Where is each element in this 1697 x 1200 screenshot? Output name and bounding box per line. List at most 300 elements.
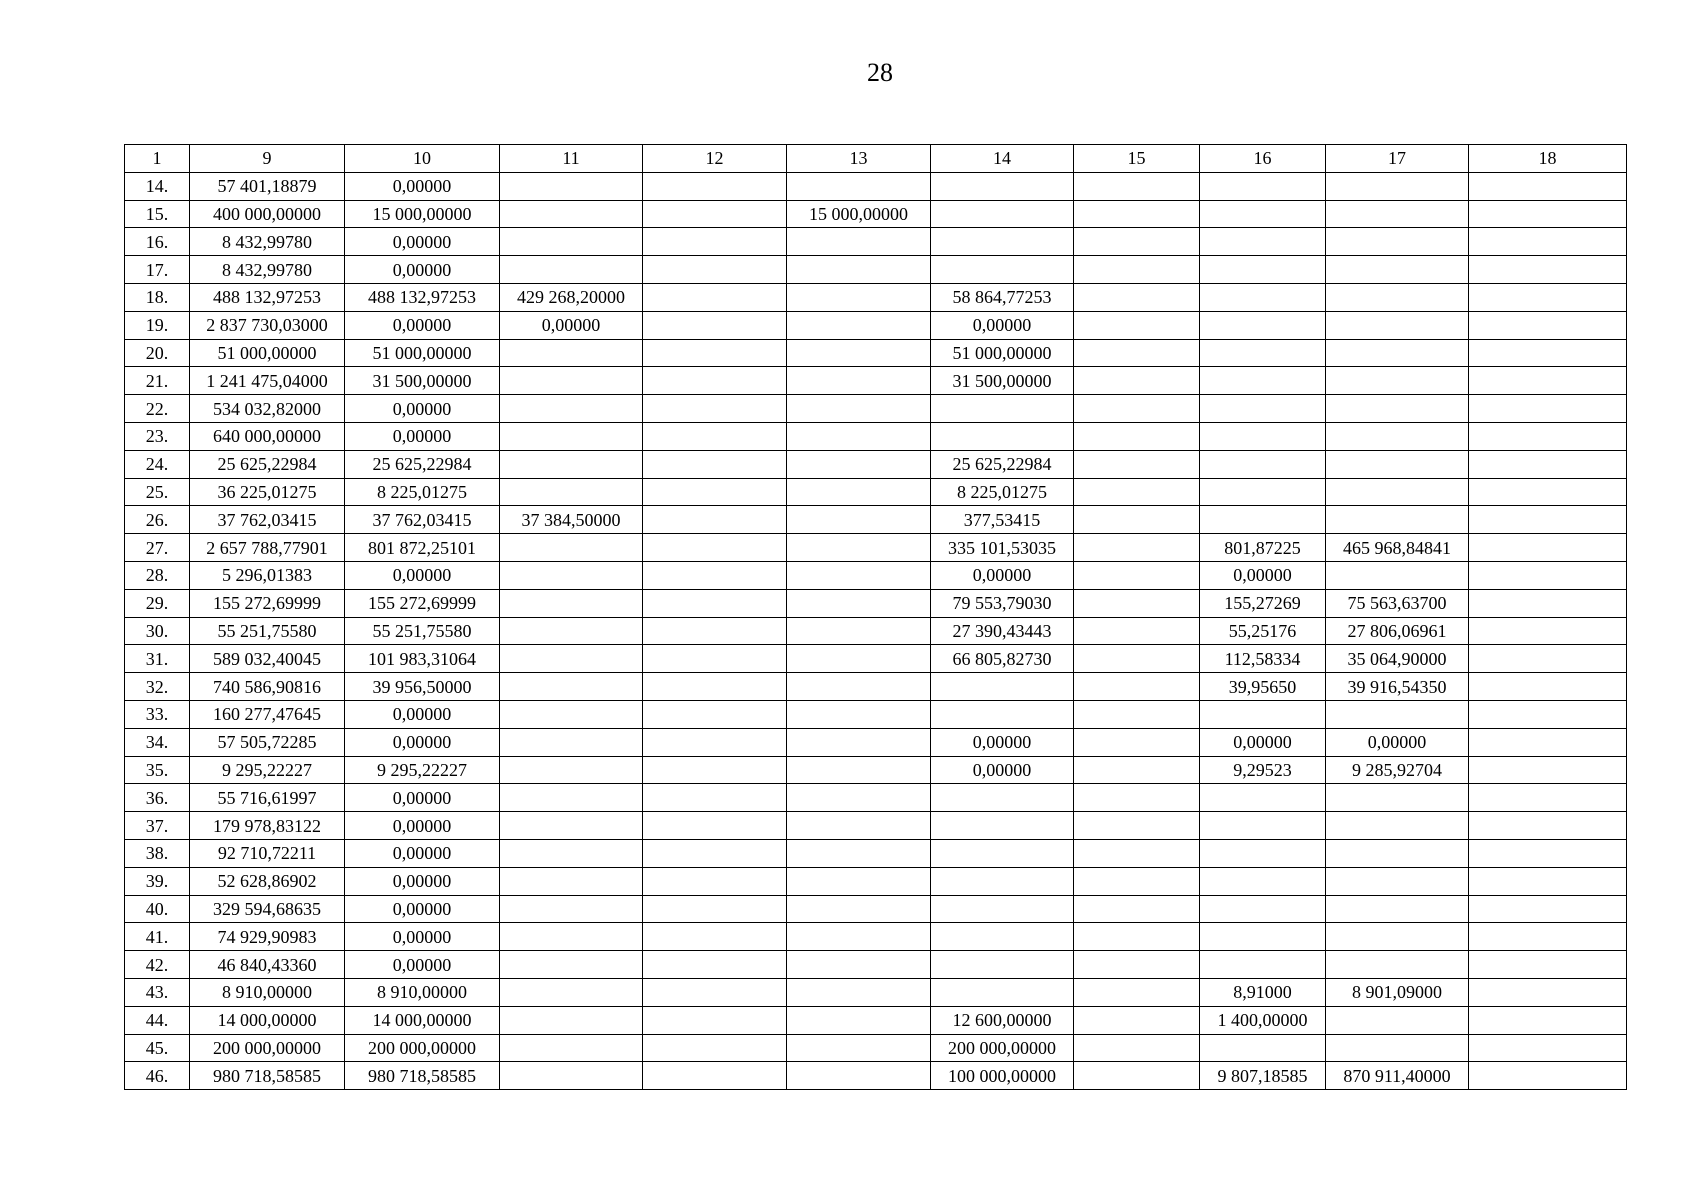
- table-cell: [1200, 784, 1326, 812]
- table-row: [125, 978, 1627, 1006]
- table-cell: [1074, 256, 1200, 284]
- row-number-cell: 21.: [125, 367, 190, 395]
- table-cell: [1074, 673, 1200, 701]
- column-header: 15: [1074, 145, 1200, 173]
- row-number-cell: 28.: [125, 561, 190, 589]
- table-cell: [787, 422, 931, 450]
- table-row: [125, 256, 1627, 284]
- table-cell: 8 910,00000: [345, 978, 500, 1006]
- table-cell: [787, 534, 931, 562]
- table-cell: [1074, 228, 1200, 256]
- table-cell: [643, 784, 787, 812]
- row-number-cell: 17.: [125, 256, 190, 284]
- row-number-cell: 46.: [125, 1062, 190, 1090]
- column-header: 16: [1200, 145, 1326, 173]
- table-cell: [931, 895, 1074, 923]
- table-cell: [1469, 534, 1627, 562]
- row-number-cell: 19.: [125, 311, 190, 339]
- table-cell: [643, 228, 787, 256]
- table-cell: [787, 700, 931, 728]
- table-cell: 15 000,00000: [345, 200, 500, 228]
- table-cell: [1469, 450, 1627, 478]
- row-number-cell: 29.: [125, 589, 190, 617]
- table-cell: [1200, 172, 1326, 200]
- table-cell: 37 762,03415: [190, 506, 345, 534]
- table-cell: [643, 673, 787, 701]
- table-row: [125, 395, 1627, 423]
- table-cell: [787, 478, 931, 506]
- row-number-cell: 23.: [125, 422, 190, 450]
- table-cell: [1200, 450, 1326, 478]
- table-cell: 37 762,03415: [345, 506, 500, 534]
- table-row: [125, 617, 1627, 645]
- table-cell: 200 000,00000: [931, 1034, 1074, 1062]
- table-cell: [1074, 867, 1200, 895]
- table-cell: [787, 812, 931, 840]
- table-cell: [1200, 1034, 1326, 1062]
- table-cell: [787, 589, 931, 617]
- table-cell: 5 296,01383: [190, 561, 345, 589]
- table-cell: [1469, 617, 1627, 645]
- table-cell: [787, 839, 931, 867]
- table-cell: 1 241 475,04000: [190, 367, 345, 395]
- table-cell: 31 500,00000: [931, 367, 1074, 395]
- table-row: [125, 645, 1627, 673]
- row-number-cell: 42.: [125, 951, 190, 979]
- table-cell: 0,00000: [345, 422, 500, 450]
- table-cell: [643, 589, 787, 617]
- table-cell: [1200, 506, 1326, 534]
- table-cell: 429 268,20000: [500, 283, 643, 311]
- table-row: [125, 1034, 1627, 1062]
- table-cell: 0,00000: [500, 311, 643, 339]
- table-cell: [500, 895, 643, 923]
- table-cell: [1200, 395, 1326, 423]
- table-cell: [1074, 367, 1200, 395]
- table-cell: 801 872,25101: [345, 534, 500, 562]
- table-cell: 9 285,92704: [1326, 756, 1469, 784]
- table-row: [125, 422, 1627, 450]
- table-cell: [787, 1006, 931, 1034]
- table-cell: 8 901,09000: [1326, 978, 1469, 1006]
- table-cell: [931, 951, 1074, 979]
- row-number-cell: 39.: [125, 867, 190, 895]
- table-cell: [1326, 1006, 1469, 1034]
- table-cell: 335 101,53035: [931, 534, 1074, 562]
- table-cell: [1469, 172, 1627, 200]
- table-row: [125, 589, 1627, 617]
- table-cell: [643, 367, 787, 395]
- table-cell: [1469, 756, 1627, 784]
- table-cell: [1326, 784, 1469, 812]
- table-cell: [931, 256, 1074, 284]
- table-cell: 51 000,00000: [345, 339, 500, 367]
- table-cell: [787, 506, 931, 534]
- table-cell: [1200, 367, 1326, 395]
- table-cell: 589 032,40045: [190, 645, 345, 673]
- table-cell: [1469, 395, 1627, 423]
- table-cell: 0,00000: [345, 700, 500, 728]
- row-number-cell: 24.: [125, 450, 190, 478]
- table-cell: [787, 367, 931, 395]
- table-cell: 640 000,00000: [190, 422, 345, 450]
- table-cell: [1074, 561, 1200, 589]
- row-number-cell: 18.: [125, 283, 190, 311]
- table-cell: [643, 506, 787, 534]
- table-cell: [1326, 339, 1469, 367]
- table-cell: [1469, 839, 1627, 867]
- table-cell: 14 000,00000: [190, 1006, 345, 1034]
- table-row: [125, 478, 1627, 506]
- table-cell: [787, 784, 931, 812]
- table-cell: 0,00000: [345, 923, 500, 951]
- table-cell: 74 929,90983: [190, 923, 345, 951]
- table-cell: [1074, 450, 1200, 478]
- table-row: [125, 923, 1627, 951]
- table-cell: 0,00000: [345, 256, 500, 284]
- table-cell: [1469, 978, 1627, 1006]
- table-cell: 25 625,22984: [190, 450, 345, 478]
- table-cell: 9,29523: [1200, 756, 1326, 784]
- table-row: [125, 756, 1627, 784]
- table-cell: [1200, 839, 1326, 867]
- column-header: 9: [190, 145, 345, 173]
- table-cell: [1200, 311, 1326, 339]
- table-cell: 55 716,61997: [190, 784, 345, 812]
- column-header: 1: [125, 145, 190, 173]
- table-cell: [500, 978, 643, 1006]
- table-row: [125, 1062, 1627, 1090]
- table-cell: [1326, 951, 1469, 979]
- table-cell: [787, 172, 931, 200]
- table-cell: [1074, 339, 1200, 367]
- table-cell: 2 657 788,77901: [190, 534, 345, 562]
- table-cell: [1326, 367, 1469, 395]
- table-cell: 92 710,72211: [190, 839, 345, 867]
- table-cell: [643, 395, 787, 423]
- table-row: [125, 450, 1627, 478]
- table-cell: [787, 450, 931, 478]
- table-cell: [1074, 422, 1200, 450]
- table-cell: [500, 728, 643, 756]
- table-cell: [1074, 1062, 1200, 1090]
- column-header: 11: [500, 145, 643, 173]
- table-cell: [1469, 728, 1627, 756]
- table-cell: 8,91000: [1200, 978, 1326, 1006]
- table-body: [125, 172, 1627, 1089]
- table-cell: [1326, 311, 1469, 339]
- table-cell: 155 272,69999: [190, 589, 345, 617]
- table-cell: [1469, 700, 1627, 728]
- row-number-cell: 22.: [125, 395, 190, 423]
- row-number-cell: 20.: [125, 339, 190, 367]
- table-row: [125, 561, 1627, 589]
- table-cell: 8 225,01275: [345, 478, 500, 506]
- table-cell: [500, 756, 643, 784]
- table-cell: [931, 812, 1074, 840]
- table-cell: 66 805,82730: [931, 645, 1074, 673]
- table-row: [125, 812, 1627, 840]
- column-header: 12: [643, 145, 787, 173]
- table-row: [125, 506, 1627, 534]
- table-cell: 0,00000: [345, 812, 500, 840]
- table-cell: [1074, 172, 1200, 200]
- table-cell: 79 553,79030: [931, 589, 1074, 617]
- table-row: [125, 784, 1627, 812]
- table-row: [125, 200, 1627, 228]
- table-cell: [1326, 478, 1469, 506]
- table-cell: [1326, 450, 1469, 478]
- table-cell: [787, 283, 931, 311]
- table-cell: [787, 256, 931, 284]
- page-number: 28: [867, 58, 893, 87]
- table-row: [125, 339, 1627, 367]
- table-cell: [787, 1034, 931, 1062]
- table-cell: [643, 645, 787, 673]
- table-cell: [1469, 311, 1627, 339]
- table-cell: [1469, 1062, 1627, 1090]
- table-cell: [787, 867, 931, 895]
- table-cell: 160 277,47645: [190, 700, 345, 728]
- table-cell: [643, 450, 787, 478]
- row-number-cell: 26.: [125, 506, 190, 534]
- table-cell: 15 000,00000: [787, 200, 931, 228]
- table-cell: [787, 561, 931, 589]
- table-cell: 155 272,69999: [345, 589, 500, 617]
- table-cell: [1200, 422, 1326, 450]
- table-cell: [931, 422, 1074, 450]
- table-cell: [1326, 812, 1469, 840]
- row-number-cell: 44.: [125, 1006, 190, 1034]
- table-cell: [1074, 839, 1200, 867]
- row-number-cell: 41.: [125, 923, 190, 951]
- table-cell: 36 225,01275: [190, 478, 345, 506]
- table-cell: [1074, 812, 1200, 840]
- table-cell: [1074, 784, 1200, 812]
- table-cell: [1200, 228, 1326, 256]
- table-cell: 100 000,00000: [931, 1062, 1074, 1090]
- table-cell: 0,00000: [345, 395, 500, 423]
- column-header: 14: [931, 145, 1074, 173]
- data-table: [124, 144, 1627, 1090]
- table-cell: [1469, 561, 1627, 589]
- table-cell: [643, 422, 787, 450]
- table-cell: [1200, 283, 1326, 311]
- table-cell: [1469, 506, 1627, 534]
- table-cell: 27 806,06961: [1326, 617, 1469, 645]
- table-cell: 39 956,50000: [345, 673, 500, 701]
- table-cell: [1074, 1006, 1200, 1034]
- table-cell: 27 390,43443: [931, 617, 1074, 645]
- table-cell: [500, 812, 643, 840]
- table-cell: [787, 339, 931, 367]
- table-cell: [787, 978, 931, 1006]
- table-cell: 1 400,00000: [1200, 1006, 1326, 1034]
- table-cell: [1326, 395, 1469, 423]
- table-cell: [1326, 839, 1469, 867]
- table-row: [125, 534, 1627, 562]
- table-cell: [1200, 478, 1326, 506]
- table-cell: [643, 478, 787, 506]
- table-cell: 0,00000: [931, 728, 1074, 756]
- table-cell: [500, 367, 643, 395]
- table-cell: 488 132,97253: [345, 283, 500, 311]
- table-cell: [1469, 1034, 1627, 1062]
- table-cell: 46 840,43360: [190, 951, 345, 979]
- table-cell: [1469, 812, 1627, 840]
- table-cell: [1074, 1034, 1200, 1062]
- table-cell: 155,27269: [1200, 589, 1326, 617]
- table-cell: [1469, 478, 1627, 506]
- table-cell: 0,00000: [345, 867, 500, 895]
- table-cell: 0,00000: [1326, 728, 1469, 756]
- row-number-cell: 38.: [125, 839, 190, 867]
- table-cell: [1326, 867, 1469, 895]
- table-cell: 465 968,84841: [1326, 534, 1469, 562]
- table-header-row: [125, 145, 1627, 173]
- table-cell: 0,00000: [345, 561, 500, 589]
- table-cell: 0,00000: [931, 561, 1074, 589]
- table-cell: [1074, 506, 1200, 534]
- table-cell: [1200, 700, 1326, 728]
- table-cell: 377,53415: [931, 506, 1074, 534]
- table-cell: [787, 923, 931, 951]
- table-cell: [500, 478, 643, 506]
- table-cell: [643, 200, 787, 228]
- table-cell: [1326, 200, 1469, 228]
- table-cell: [787, 673, 931, 701]
- table-cell: 8 432,99780: [190, 256, 345, 284]
- table-cell: [787, 728, 931, 756]
- table-cell: [500, 700, 643, 728]
- table-cell: 55,25176: [1200, 617, 1326, 645]
- table-cell: 25 625,22984: [931, 450, 1074, 478]
- table-cell: [500, 1062, 643, 1090]
- table-cell: [1326, 506, 1469, 534]
- table-cell: [931, 200, 1074, 228]
- table-cell: [931, 228, 1074, 256]
- table-cell: [643, 923, 787, 951]
- table-cell: 101 983,31064: [345, 645, 500, 673]
- table-cell: 0,00000: [345, 728, 500, 756]
- table-cell: [1469, 784, 1627, 812]
- table-cell: 112,58334: [1200, 645, 1326, 673]
- table-cell: 0,00000: [345, 839, 500, 867]
- column-header: 13: [787, 145, 931, 173]
- table-cell: [1074, 200, 1200, 228]
- table-cell: 0,00000: [931, 756, 1074, 784]
- table-cell: 55 251,75580: [190, 617, 345, 645]
- table-cell: [500, 923, 643, 951]
- table-cell: [1074, 895, 1200, 923]
- table-cell: 75 563,63700: [1326, 589, 1469, 617]
- table-cell: [643, 561, 787, 589]
- table-cell: [643, 617, 787, 645]
- table-cell: [1200, 923, 1326, 951]
- table-cell: 58 864,77253: [931, 283, 1074, 311]
- table-cell: 39 916,54350: [1326, 673, 1469, 701]
- row-number-cell: 40.: [125, 895, 190, 923]
- table-cell: [1469, 422, 1627, 450]
- table-cell: [643, 172, 787, 200]
- table-row: [125, 839, 1627, 867]
- table-cell: 329 594,68635: [190, 895, 345, 923]
- table-row: [125, 867, 1627, 895]
- table-cell: 0,00000: [1200, 728, 1326, 756]
- table-row: [125, 673, 1627, 701]
- table-cell: [1469, 589, 1627, 617]
- table-cell: 9 295,22227: [190, 756, 345, 784]
- table-cell: [500, 617, 643, 645]
- table-cell: [643, 311, 787, 339]
- table-cell: [787, 756, 931, 784]
- table-cell: [1074, 951, 1200, 979]
- table-cell: 2 837 730,03000: [190, 311, 345, 339]
- table-cell: [1200, 256, 1326, 284]
- table-cell: [1074, 311, 1200, 339]
- column-header: 10: [345, 145, 500, 173]
- table-cell: [1074, 589, 1200, 617]
- table-cell: 0,00000: [1200, 561, 1326, 589]
- table-cell: [500, 1034, 643, 1062]
- table-cell: [931, 978, 1074, 1006]
- table-cell: 12 600,00000: [931, 1006, 1074, 1034]
- table-cell: [1326, 895, 1469, 923]
- table-cell: [1326, 700, 1469, 728]
- table-cell: [643, 812, 787, 840]
- column-header: 17: [1326, 145, 1469, 173]
- table-cell: [1469, 367, 1627, 395]
- table-cell: [1326, 422, 1469, 450]
- table-cell: [500, 561, 643, 589]
- table-cell: [500, 951, 643, 979]
- table-cell: [500, 784, 643, 812]
- table-cell: [643, 895, 787, 923]
- table-cell: 534 032,82000: [190, 395, 345, 423]
- table-cell: [500, 200, 643, 228]
- table-cell: 740 586,90816: [190, 673, 345, 701]
- table-cell: [931, 867, 1074, 895]
- table-cell: [643, 756, 787, 784]
- table-cell: [787, 895, 931, 923]
- table-cell: 0,00000: [931, 311, 1074, 339]
- table-cell: 8 432,99780: [190, 228, 345, 256]
- table-cell: [500, 839, 643, 867]
- table-cell: [1074, 923, 1200, 951]
- table-row: [125, 728, 1627, 756]
- table-cell: 200 000,00000: [345, 1034, 500, 1062]
- table-cell: 980 718,58585: [190, 1062, 345, 1090]
- table-cell: 9 807,18585: [1200, 1062, 1326, 1090]
- table-cell: [1469, 673, 1627, 701]
- row-number-cell: 31.: [125, 645, 190, 673]
- row-number-cell: 45.: [125, 1034, 190, 1062]
- table-cell: 37 384,50000: [500, 506, 643, 534]
- table-cell: [643, 256, 787, 284]
- table-cell: [643, 700, 787, 728]
- row-number-cell: 33.: [125, 700, 190, 728]
- table-cell: [1200, 951, 1326, 979]
- table-cell: [787, 951, 931, 979]
- table-cell: 0,00000: [345, 228, 500, 256]
- table-cell: [1469, 1006, 1627, 1034]
- table-cell: [1326, 923, 1469, 951]
- table-cell: [1469, 645, 1627, 673]
- table-row: [125, 1006, 1627, 1034]
- table-cell: [1200, 200, 1326, 228]
- table-cell: [500, 673, 643, 701]
- table-cell: 55 251,75580: [345, 617, 500, 645]
